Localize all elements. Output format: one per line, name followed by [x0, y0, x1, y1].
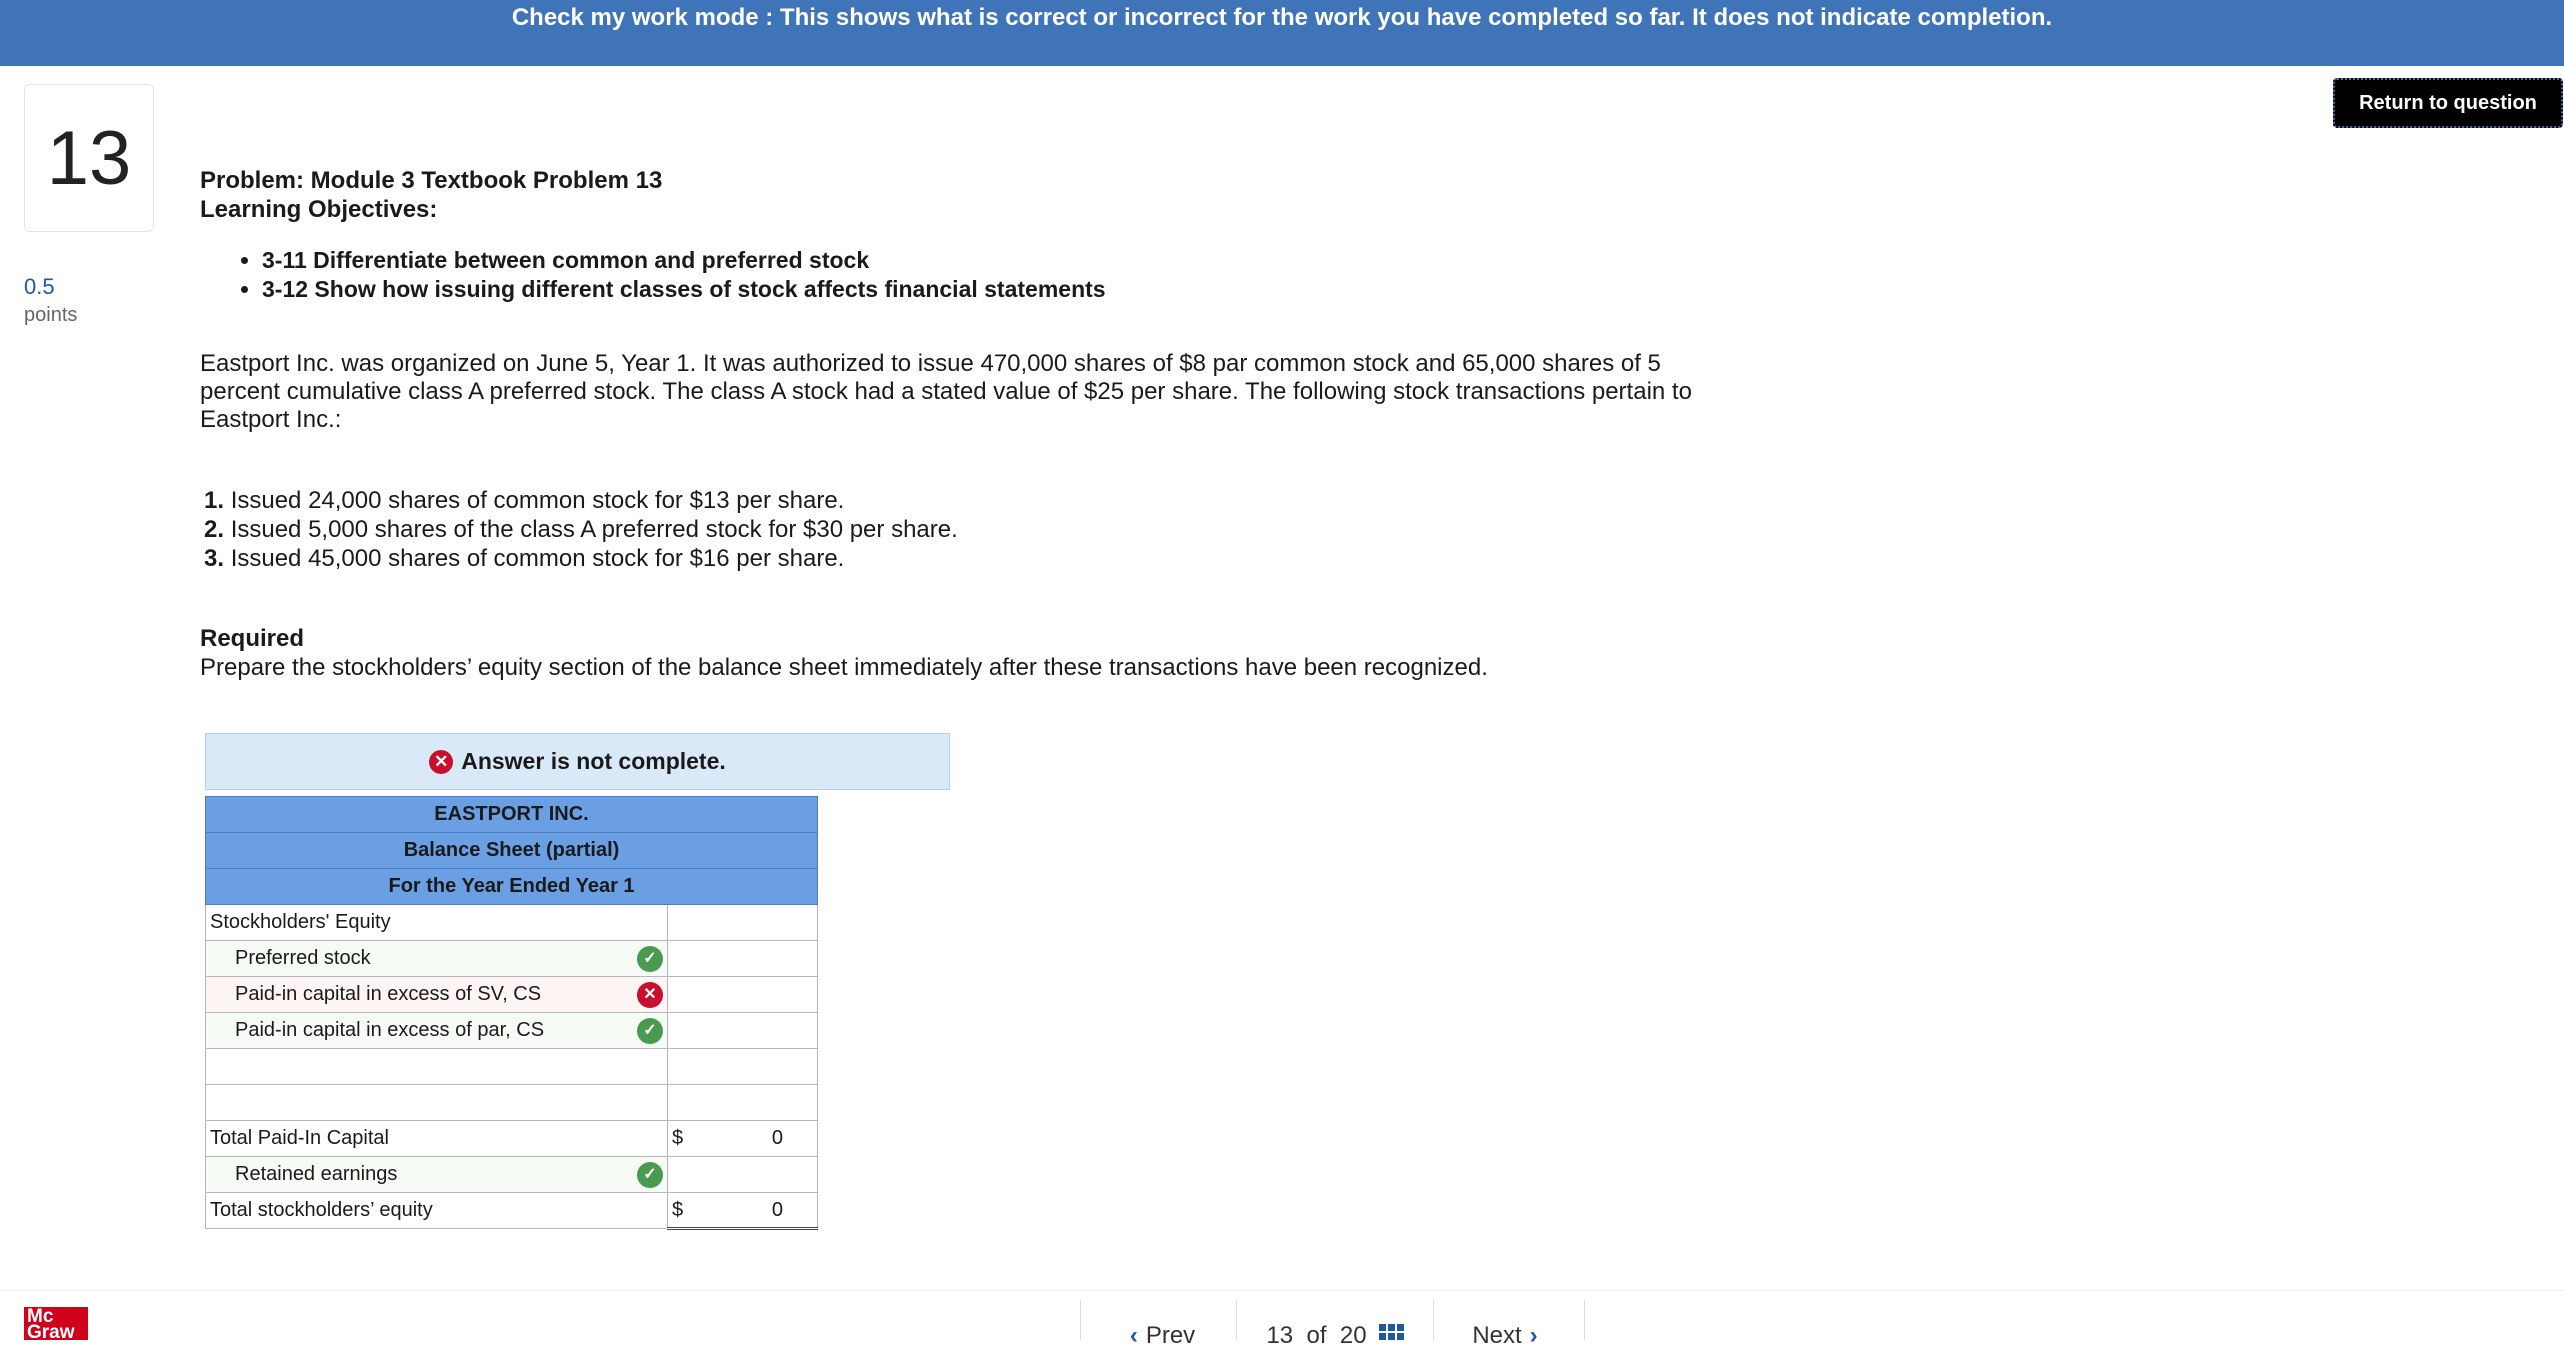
points-value: 0.5 [24, 274, 55, 299]
company-name: EASTPORT INC. [206, 797, 818, 833]
check-my-work-banner [0, 0, 2564, 66]
x-icon: ✕ [637, 982, 663, 1008]
required-text: Prepare the stockholders’ equity section of the balance sheet immediately after these transactions have been recognized. [200, 654, 1488, 681]
answer-status-text: Answer is not complete. [461, 748, 726, 774]
x-icon: ✕ [429, 750, 453, 774]
check-icon: ✓ [637, 1018, 663, 1044]
answer-status-box [205, 733, 950, 790]
row-label: Preferred stock [235, 947, 371, 969]
required-heading: Required [200, 625, 305, 652]
statement-name: Balance Sheet (partial) [206, 833, 818, 869]
transaction-item: 2. Issued 5,000 shares of the class A preferred stock for $30 per share. [204, 516, 958, 543]
transaction-item: 3. Issued 45,000 shares of common stock for $16 per share. [204, 545, 845, 572]
mcgraw-hill-logo: Mc Graw Hill [24, 1307, 88, 1340]
prev-button[interactable]: ‹ Prev [1081, 1300, 1237, 1340]
learning-objectives-list [200, 246, 1740, 304]
amount-input[interactable] [668, 1049, 818, 1085]
learning-objectives-title: Learning Objectives: [200, 196, 438, 223]
amount-input[interactable] [668, 1013, 818, 1049]
amount-input[interactable] [668, 1085, 818, 1121]
amount-input[interactable] [668, 941, 818, 977]
question-number: 13 [24, 84, 154, 232]
statement-period: For the Year Ended Year 1 [206, 869, 818, 905]
section-label: Stockholders' Equity [206, 905, 668, 941]
amount-input[interactable] [668, 1157, 818, 1193]
balance-sheet-table [205, 796, 818, 1230]
banner-text: Check my work mode : This shows what is correct or incorrect for the work you have completed so far. It does not indicate completion. [511, 4, 2053, 31]
learning-objective: • 3-12 Show how issuing different classes of stock affects financial statements [262, 275, 1740, 304]
transactions-list [200, 486, 1740, 573]
empty-label-input[interactable] [206, 1085, 668, 1121]
empty-label-input[interactable] [206, 1049, 668, 1085]
table-row[interactable] [206, 1013, 668, 1049]
problem-paragraph: Eastport Inc. was organized on June 5, Year 1. It was authorized to issue 470,000 shares of $8 par common stock and 65,000 shares of 5 percent cumulative class A preferred stock. The class A stock had a stated value of $25 per share. The following stock transactions pertain to Eastport Inc.: [200, 350, 1692, 433]
row-label: Paid-in capital in excess of par, CS [235, 1019, 545, 1041]
total-equity-label: Total stockholders’ equity [206, 1193, 668, 1229]
table-row[interactable] [206, 1157, 668, 1193]
return-to-question-button[interactable]: Return to question [2333, 78, 2563, 128]
table-row[interactable] [206, 941, 668, 977]
row-label: Retained earnings [235, 1163, 398, 1185]
chevron-right-icon: › [1529, 1322, 1538, 1349]
total-paid-in-label: Total Paid-In Capital [206, 1121, 668, 1157]
chevron-left-icon: ‹ [1129, 1322, 1138, 1349]
learning-objective: • 3-11 Differentiate between common and preferred stock [262, 246, 1740, 275]
table-row[interactable] [206, 977, 668, 1013]
next-button[interactable]: Next › [1472, 1322, 1538, 1349]
points-label: points [24, 304, 78, 326]
row-label: Paid-in capital in excess of SV, CS [235, 983, 542, 1005]
question-navigator[interactable]: 13 of 20 [1237, 1300, 1434, 1340]
problem-title: Problem: Module 3 Textbook Problem 13 [200, 167, 663, 194]
check-icon: ✓ [637, 1162, 663, 1188]
question-pager [1080, 1300, 1585, 1349]
total-equity-amount: $ 0 [668, 1193, 818, 1229]
amount-input[interactable] [668, 905, 818, 941]
check-icon: ✓ [637, 946, 663, 972]
amount-input[interactable] [668, 977, 818, 1013]
problem-content [200, 166, 1740, 682]
grid-icon [1379, 1324, 1404, 1340]
total-paid-in-amount: $ 0 [668, 1121, 818, 1157]
transaction-item: 1. Issued 24,000 shares of common stock for $13 per share. [204, 487, 845, 514]
